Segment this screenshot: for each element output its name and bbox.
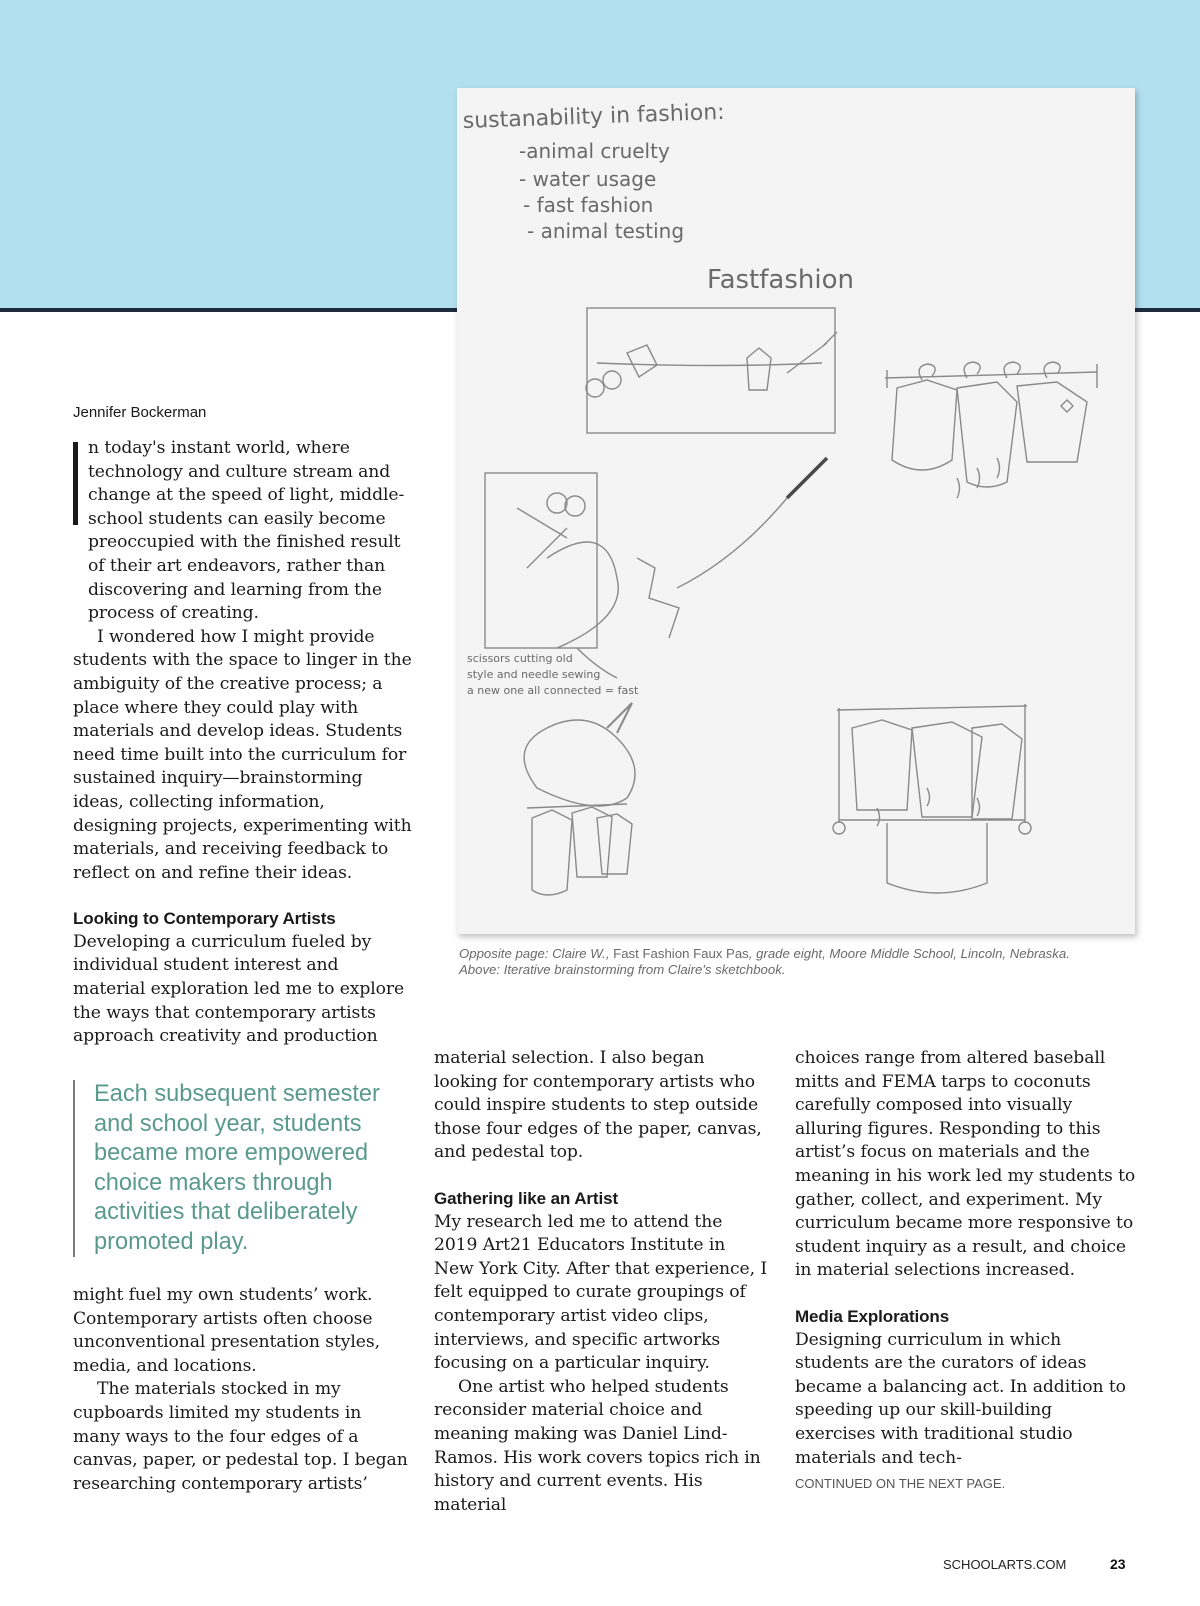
sketch-item: -animal cruelty [519, 139, 670, 163]
sketch-annotation: a new one all connected = fast [467, 684, 639, 697]
sketch-header: sustanability in fashion: [462, 99, 726, 134]
body-paragraph: choices range from altered baseball mitts and FEMA tarps to coconuts carefully composed into visually alluring figures. Responding to this artist’s focus on materials and the meaning in his work led my students to gather, collect, and experiment. My curriculum became more responsive to student inquiry as a result, and choice in material selections increased. [795, 1048, 1136, 1281]
sketch-item: - water usage [519, 167, 657, 191]
image-caption [459, 946, 1139, 978]
sketch-item: - animal testing [527, 219, 685, 243]
sketch-annotation: style and needle sewing [467, 668, 601, 681]
section-heading: Looking to Contemporary Artists [73, 909, 336, 929]
sketchbook-image [457, 88, 1135, 934]
byline: Jennifer Bockerman [73, 404, 207, 421]
caption-work-title: Fast Fashion Faux Pas [613, 946, 749, 961]
sketch-title: Fastfashion [707, 265, 854, 295]
footer-site-name: SCHOOLARTS.COM [943, 1557, 1067, 1572]
body-paragraph: I wondered how I might provide students with the space to linger in the ambiguity of the creative process; a place where they could play with materials and develop ideas. Students need time built into the curriculum for sustained inquiry—brainstorming ideas, collecting information, designing projects, experimenting with materials, and receiving feedback to reflect on and refine their ideas. [73, 626, 412, 883]
sketch-item: - fast fashion [523, 193, 654, 217]
intro-paragraph: n today's instant world, where technology and culture stream and change at the speed of light, middle-school students can easily become preoccupied with the finished result of their art endeavors, rather than discovering and learning from the process of creating. [88, 438, 405, 624]
section-heading: Gathering like an Artist [434, 1188, 619, 1208]
sketchbook-drawing [457, 88, 1135, 934]
column-3 [795, 1047, 1137, 1470]
page-number: 23 [1110, 1556, 1126, 1572]
sketch-annotation: scissors cutting old [467, 652, 573, 665]
pull-quote: Each subsequent semester and school year, students became more empowered choice makers through activities that deliberately promoted play. [73, 1080, 394, 1257]
body-paragraph: One artist who helped students reconsider material choice and meaning making was Daniel Lind-Ramos. His work covers topics rich in history and current events. His material [434, 1376, 761, 1515]
column-1-bottom [73, 1284, 413, 1496]
continued-notice: CONTINUED ON THE NEXT PAGE. [795, 1476, 1006, 1491]
body-paragraph: The materials stocked in my cupboards limited my students in many ways to the four edges of a canvas, paper, or pedestal top. I began researching contemporary artists’ [73, 1379, 408, 1494]
body-paragraph: My research led me to attend the 2019 Art21 Educators Institute in New York City. After that experience, I felt equipped to curate groupings of contemporary artist video clips, interviews, and specific artworks focusing on a particular inquiry. [434, 1211, 768, 1374]
body-paragraph: Designing curriculum in which students are the curators of ideas became a balancing act. In addition to speeding up our skill-building exercises with traditional studio materials and tech- [795, 1329, 1126, 1468]
caption-rest: , grade eight, Moore Middle School, Lincoln, Nebraska. [748, 946, 1070, 961]
column-2 [434, 1047, 770, 1517]
body-paragraph: Developing a curriculum fueled by individual student interest and material exploration led me to explore the ways that contemporary artists approach creativity and production [73, 931, 405, 1047]
caption-prefix: Opposite page: Claire W., [459, 946, 614, 961]
caption-line2: Above: Iterative brainstorming from Claire's sketchbook. [459, 962, 786, 977]
body-paragraph: might fuel my own students’ work. Contemporary artists often choose unconventional presentation styles, media, and locations. [73, 1285, 380, 1376]
column-1-top [73, 437, 413, 1049]
body-paragraph: material selection. I also began looking for contemporary artists who could inspire students to step outside those four edges of the paper, canvas, and pedestal top. [434, 1048, 762, 1163]
section-heading: Media Explorations [795, 1306, 950, 1326]
